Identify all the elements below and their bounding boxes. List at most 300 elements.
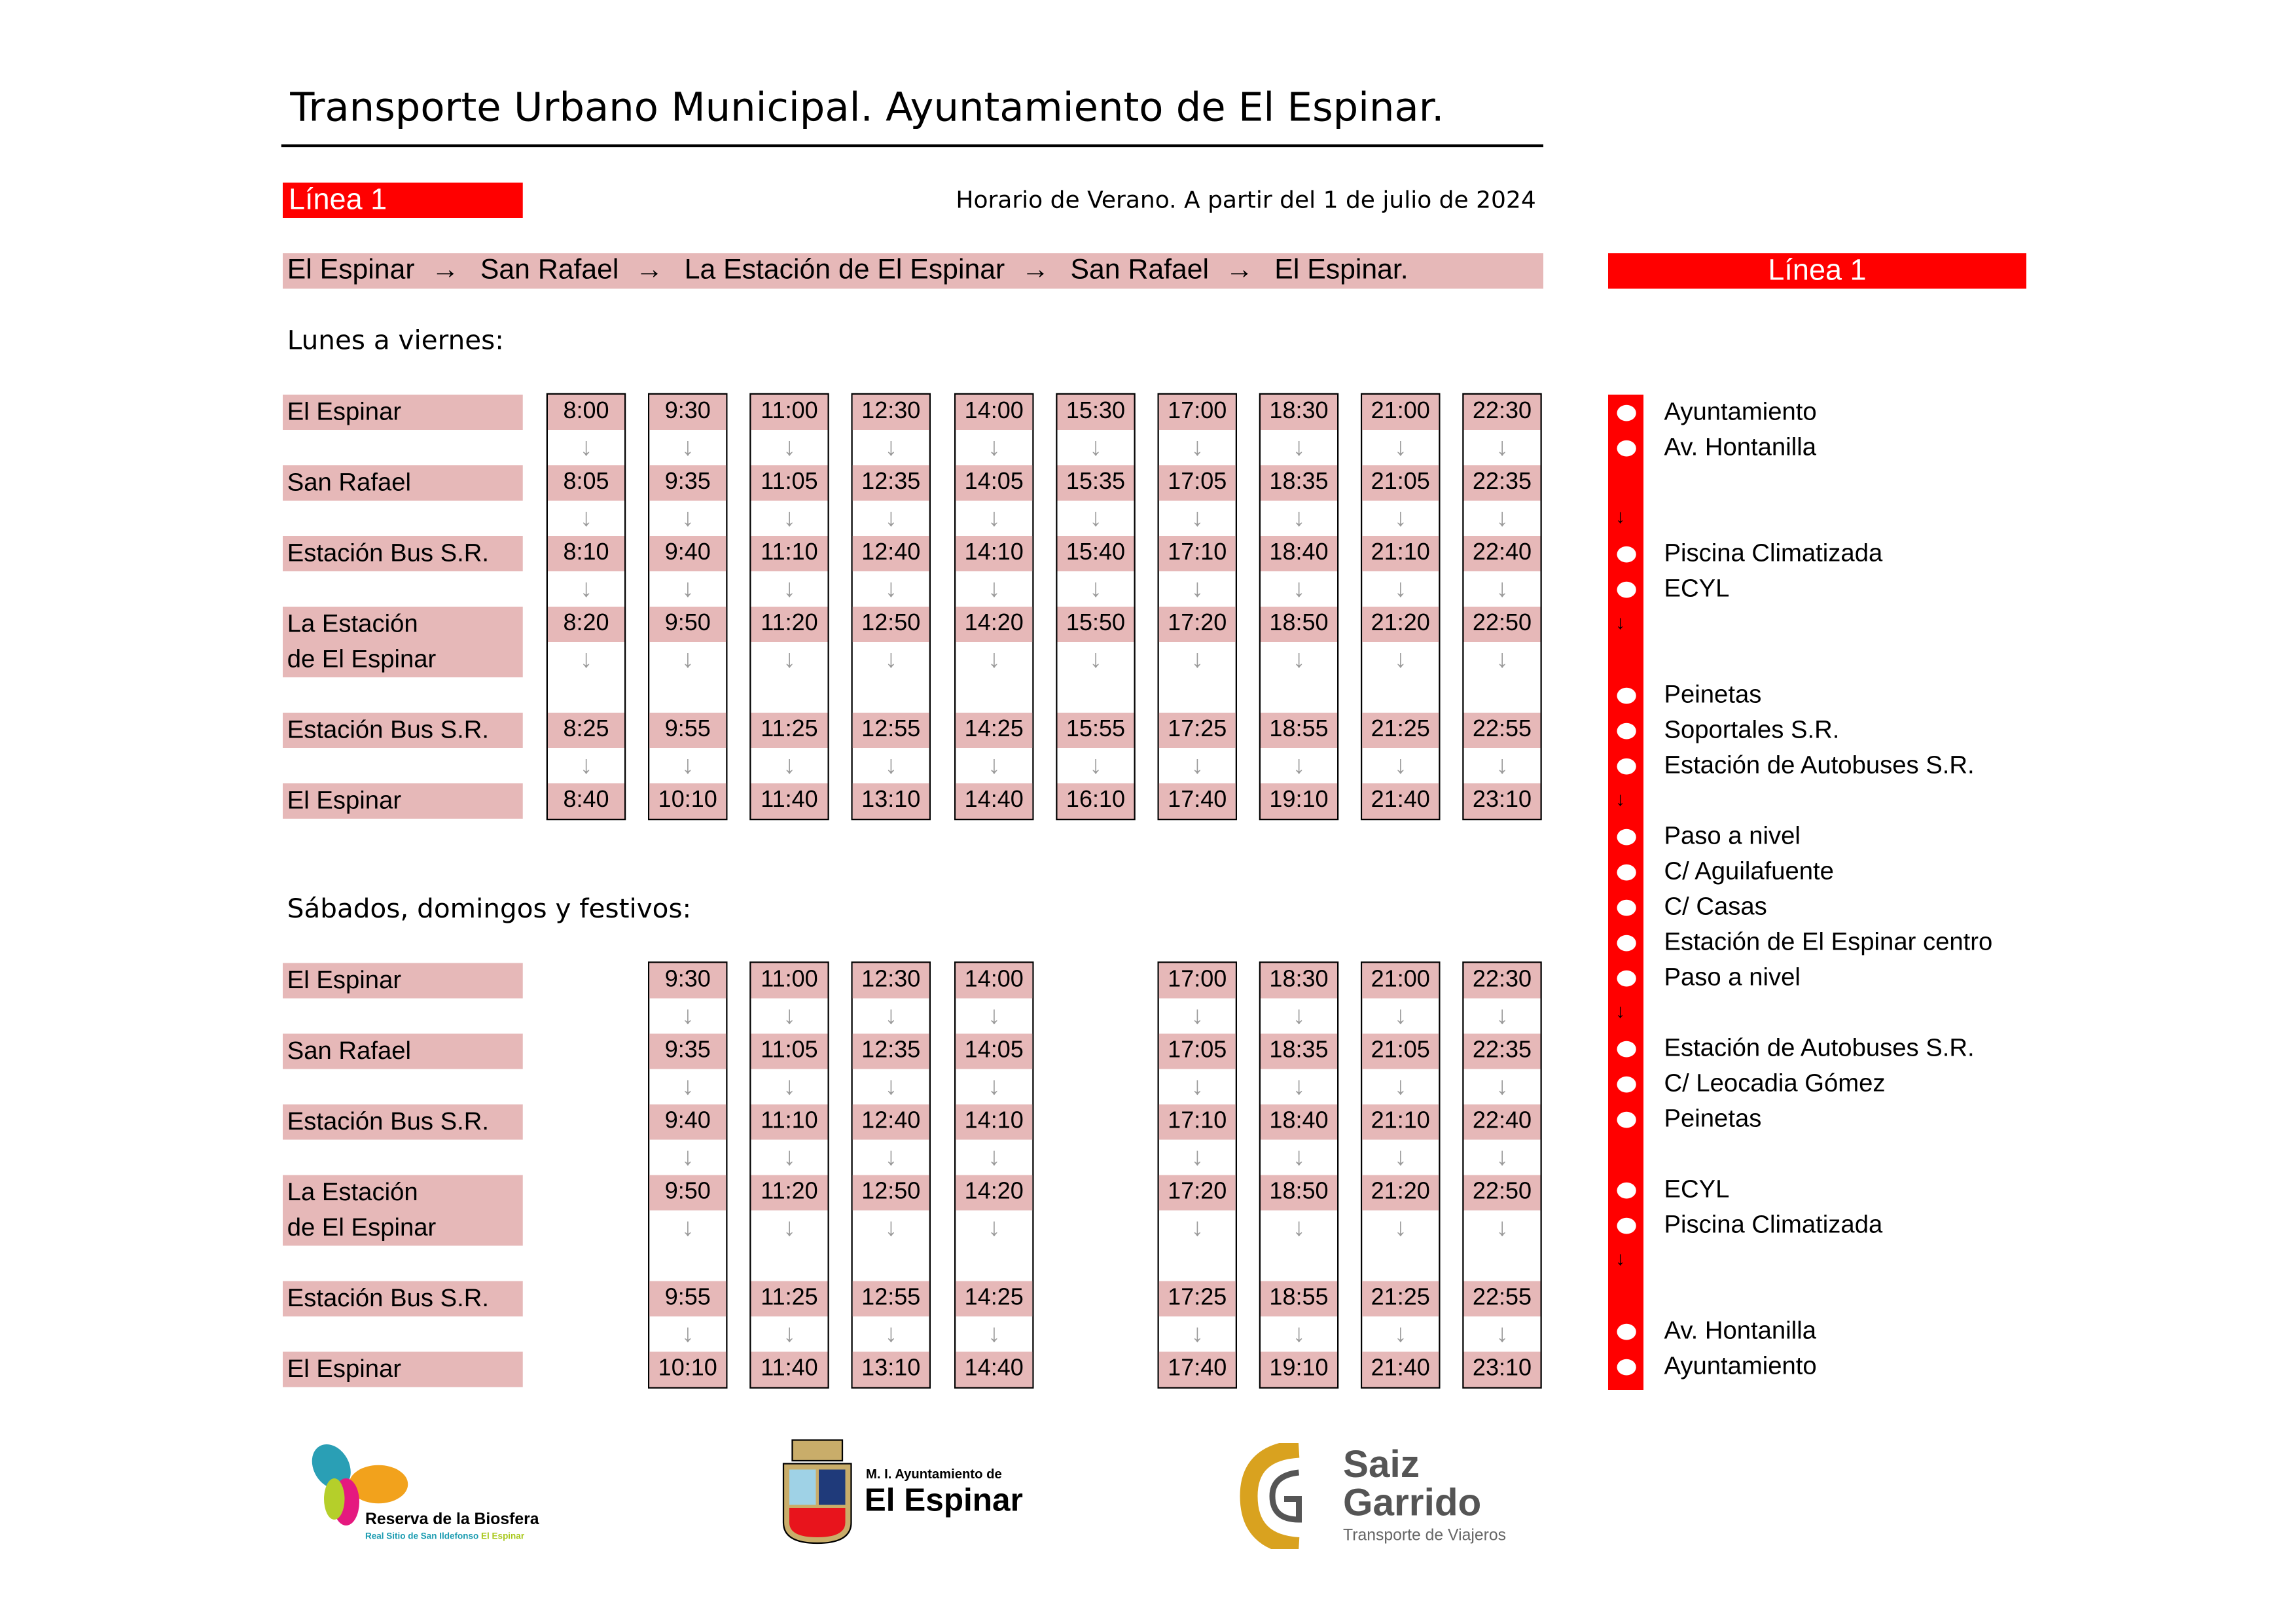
- down-arrow-icon: ↓: [988, 1143, 1001, 1171]
- time-cell: 15:35: [1058, 465, 1134, 501]
- down-arrow-icon: ↓: [1496, 433, 1509, 461]
- time-cell: 17:05: [1159, 1034, 1236, 1069]
- time-cell: 8:00: [548, 395, 624, 430]
- down-arrow-icon: ↓: [1089, 751, 1102, 779]
- stop-label-text: Estación Bus S.R.: [287, 1107, 490, 1135]
- down-arrow-icon: ↓: [988, 1001, 1001, 1029]
- time-cell: 12:35: [853, 1034, 929, 1069]
- departure-column: [1361, 961, 1441, 1389]
- down-arrow-icon: ↓: [783, 574, 796, 603]
- stop-label: [283, 607, 523, 677]
- time-cell: 21:20: [1362, 1175, 1439, 1211]
- departure-column: [547, 393, 626, 821]
- down-arrow-icon: ↓: [1496, 1072, 1509, 1100]
- down-arrow-icon: ↓: [1394, 1143, 1407, 1171]
- down-arrow-icon: ↓: [1496, 1001, 1509, 1029]
- down-arrow-icon: ↓: [681, 1072, 694, 1100]
- down-arrow-icon: ↓: [988, 574, 1001, 603]
- time-cell: 12:50: [853, 1175, 929, 1211]
- down-arrow-icon: ↓: [681, 1213, 694, 1241]
- time-cell: 14:05: [956, 1034, 1032, 1069]
- time-cell: 12:35: [853, 465, 929, 501]
- time-cell: 18:55: [1261, 713, 1337, 748]
- down-arrow-icon: ↓: [1191, 1072, 1204, 1100]
- time-cell: 8:40: [548, 783, 624, 819]
- down-arrow-icon: ↓: [1496, 645, 1509, 673]
- down-arrow-icon: ↓: [1191, 433, 1204, 461]
- stop-dot-icon: [1617, 865, 1636, 881]
- down-arrow-icon: ↓: [1496, 751, 1509, 779]
- down-arrow-icon: ↓: [579, 503, 593, 532]
- season-note: Horario de Verano. A partir del 1 de julio de 2024: [956, 185, 1536, 214]
- line-stop-name: Ayuntamiento: [1664, 1351, 1817, 1380]
- time-cell: 12:55: [853, 713, 929, 748]
- time-cell: 12:30: [853, 395, 929, 430]
- operator-logo-tagline: Transporte de Viajeros: [1343, 1527, 1507, 1545]
- down-arrow-icon: ↓: [783, 1001, 796, 1029]
- time-cell: 21:10: [1362, 1105, 1439, 1140]
- stop-label-text: La Estación: [287, 1178, 418, 1206]
- time-cell: 17:40: [1159, 1352, 1236, 1387]
- down-arrow-icon: ↓: [1089, 574, 1102, 603]
- line-stop-name: Soportales S.R.: [1664, 715, 1840, 744]
- time-cell: 9:55: [649, 1281, 726, 1317]
- down-arrow-icon: ↓: [579, 433, 593, 461]
- stop-dot-icon: [1617, 900, 1636, 916]
- biosphere-logo-text: Reserva de la Biosfera: [365, 1510, 539, 1529]
- down-arrow-icon: ↓: [988, 503, 1001, 532]
- route-stop: La Estación de El Espinar: [684, 255, 1005, 286]
- down-arrow-icon: ↓: [1394, 1001, 1407, 1029]
- down-arrow-icon: ↓: [1089, 433, 1102, 461]
- down-arrow-icon: ↓: [1191, 751, 1204, 779]
- time-cell: 11:40: [751, 1352, 828, 1387]
- down-arrow-icon: ↓: [884, 1001, 897, 1029]
- departure-column: [1158, 393, 1238, 821]
- stop-label: [283, 465, 523, 501]
- time-cell: 9:30: [649, 963, 726, 999]
- route-stop: El Espinar.: [1274, 255, 1408, 286]
- down-arrow-icon: ↓: [1191, 574, 1204, 603]
- down-arrow-icon: ↓: [681, 751, 694, 779]
- down-arrow-icon: ↓: [783, 1319, 796, 1347]
- stop-dot-icon: [1617, 1183, 1636, 1199]
- weekend-heading: Sábados, domingos y festivos:: [287, 893, 692, 925]
- weekday-heading: Lunes a viernes:: [287, 325, 504, 357]
- time-cell: 8:10: [548, 536, 624, 571]
- biosphere-logo-subtext: Real Sitio de San Ildefonso: [365, 1533, 479, 1542]
- stop-dot-icon: [1617, 1359, 1636, 1376]
- stop-label-text: San Rafael: [287, 468, 412, 497]
- time-cell: 8:25: [548, 713, 624, 748]
- time-cell: 17:10: [1159, 1105, 1236, 1140]
- time-cell: 18:55: [1261, 1281, 1337, 1317]
- down-arrow-icon: ↓: [681, 433, 694, 461]
- stop-label-text: El Espinar: [287, 786, 402, 815]
- time-cell: 13:10: [853, 1352, 929, 1387]
- down-arrow-icon: ↓: [1292, 1001, 1306, 1029]
- time-cell: 9:50: [649, 1175, 726, 1211]
- down-arrow-icon: ↓: [681, 1319, 694, 1347]
- departure-column: [749, 961, 829, 1389]
- down-arrow-icon: ↓: [681, 1143, 694, 1171]
- down-arrow-icon: ↓: [1615, 999, 1625, 1022]
- operator-logo: [1240, 1443, 1542, 1554]
- down-arrow-icon: ↓: [579, 751, 593, 779]
- time-cell: 11:10: [751, 536, 828, 571]
- down-arrow-icon: ↓: [884, 1319, 897, 1347]
- stop-dot-icon: [1617, 829, 1636, 846]
- line-stop-name: ECYL: [1664, 574, 1730, 603]
- stop-dot-icon: [1617, 1041, 1636, 1058]
- time-cell: 18:35: [1261, 1034, 1337, 1069]
- time-cell: 21:10: [1362, 536, 1439, 571]
- line-stop-name: Peinetas: [1664, 1104, 1762, 1133]
- stop-dot-icon: [1617, 1112, 1636, 1128]
- line-stop-name: C/ Leocadia Gómez: [1664, 1069, 1886, 1097]
- stop-dot-icon: [1617, 688, 1636, 704]
- time-cell: 18:35: [1261, 465, 1337, 501]
- time-cell: 21:25: [1362, 713, 1439, 748]
- stop-dot-icon: [1617, 971, 1636, 987]
- time-cell: 22:40: [1464, 536, 1541, 571]
- line-stop-name: Piscina Climatizada: [1664, 539, 1883, 567]
- down-arrow-icon: ↓: [988, 433, 1001, 461]
- page-title: Transporte Urbano Municipal. Ayuntamiento de El Espinar.: [290, 85, 1444, 132]
- council-logo-text: M. I. Ayuntamiento de: [866, 1467, 1002, 1482]
- stop-dot-icon: [1617, 1324, 1636, 1340]
- time-cell: 22:50: [1464, 1175, 1541, 1211]
- down-arrow-icon: ↓: [1615, 611, 1625, 633]
- down-arrow-icon: ↓: [1292, 1143, 1306, 1171]
- down-arrow-icon: ↓: [1496, 1143, 1509, 1171]
- stop-label-text: Estación Bus S.R.: [287, 539, 490, 567]
- stop-dot-icon: [1617, 723, 1636, 740]
- time-cell: 19:10: [1261, 1352, 1337, 1387]
- time-cell: 14:20: [956, 1175, 1032, 1211]
- line-stop-name: Estación de Autobuses S.R.: [1664, 751, 1975, 779]
- time-cell: 22:35: [1464, 1034, 1541, 1069]
- time-cell: 21:05: [1362, 1034, 1439, 1069]
- route-stop: San Rafael: [480, 255, 619, 286]
- down-arrow-icon: ↓: [1292, 645, 1306, 673]
- time-cell: 17:05: [1159, 465, 1236, 501]
- down-arrow-icon: ↓: [884, 751, 897, 779]
- down-arrow-icon: ↓: [884, 645, 897, 673]
- down-arrow-icon: ↓: [1191, 1213, 1204, 1241]
- down-arrow-icon: ↓: [1394, 1213, 1407, 1241]
- operator-logo-name2: Garrido: [1343, 1480, 1482, 1524]
- stop-label-text: Estación Bus S.R.: [287, 715, 490, 744]
- down-arrow-icon: ↓: [1394, 574, 1407, 603]
- down-arrow-icon: ↓: [1615, 787, 1625, 810]
- time-cell: 9:50: [649, 607, 726, 642]
- time-cell: 14:10: [956, 536, 1032, 571]
- route-arrow-icon: →: [627, 255, 672, 286]
- time-cell: 11:00: [751, 963, 828, 999]
- time-cell: 14:05: [956, 465, 1032, 501]
- down-arrow-icon: ↓: [783, 433, 796, 461]
- down-arrow-icon: ↓: [1496, 574, 1509, 603]
- stop-dot-icon: [1617, 1077, 1636, 1093]
- down-arrow-icon: ↓: [884, 1072, 897, 1100]
- time-cell: 12:40: [853, 536, 929, 571]
- stop-label: [283, 395, 523, 430]
- time-cell: 18:50: [1261, 1175, 1337, 1211]
- time-cell: 21:00: [1362, 963, 1439, 999]
- route-arrow-icon: →: [423, 255, 467, 286]
- line-stop-name: ECYL: [1664, 1175, 1730, 1204]
- down-arrow-icon: ↓: [1615, 505, 1625, 527]
- down-arrow-icon: ↓: [579, 574, 593, 603]
- time-cell: 17:25: [1159, 713, 1236, 748]
- down-arrow-icon: ↓: [1394, 433, 1407, 461]
- down-arrow-icon: ↓: [884, 433, 897, 461]
- time-cell: 16:10: [1058, 783, 1134, 819]
- departure-column: [648, 393, 728, 821]
- time-cell: 8:05: [548, 465, 624, 501]
- time-cell: 11:05: [751, 465, 828, 501]
- time-cell: 15:30: [1058, 395, 1134, 430]
- line-strip: [1608, 395, 1643, 1390]
- time-cell: 15:40: [1058, 536, 1134, 571]
- line-stop-name: C/ Casas: [1664, 892, 1767, 921]
- line-stop-name: Ayuntamiento: [1664, 397, 1817, 426]
- line-stop-name: Av. Hontanilla: [1664, 1316, 1816, 1345]
- stop-dot-icon: [1617, 758, 1636, 775]
- down-arrow-icon: ↓: [783, 1213, 796, 1241]
- time-cell: 17:00: [1159, 963, 1236, 999]
- time-cell: 17:20: [1159, 607, 1236, 642]
- stop-label: [283, 1034, 523, 1069]
- down-arrow-icon: ↓: [1394, 1072, 1407, 1100]
- line-stop-name: Paso a nivel: [1664, 963, 1801, 991]
- time-cell: 12:40: [853, 1105, 929, 1140]
- time-cell: 12:55: [853, 1281, 929, 1317]
- time-cell: 21:40: [1362, 783, 1439, 819]
- down-arrow-icon: ↓: [1292, 1213, 1306, 1241]
- stop-label: [283, 1281, 523, 1317]
- departure-column: [1361, 393, 1441, 821]
- down-arrow-icon: ↓: [681, 645, 694, 673]
- down-arrow-icon: ↓: [1191, 1143, 1204, 1171]
- stop-dot-icon: [1617, 546, 1636, 563]
- down-arrow-icon: ↓: [1496, 1213, 1509, 1241]
- time-cell: 11:00: [751, 395, 828, 430]
- time-cell: 14:00: [956, 963, 1032, 999]
- time-cell: 12:30: [853, 963, 929, 999]
- time-cell: 21:25: [1362, 1281, 1439, 1317]
- time-cell: 17:20: [1159, 1175, 1236, 1211]
- time-cell: 11:20: [751, 607, 828, 642]
- stop-label: [283, 1105, 523, 1140]
- time-cell: 14:40: [956, 783, 1032, 819]
- time-cell: 10:10: [649, 783, 726, 819]
- time-cell: 22:50: [1464, 607, 1541, 642]
- time-cell: 11:05: [751, 1034, 828, 1069]
- time-cell: 18:50: [1261, 607, 1337, 642]
- time-cell: 22:30: [1464, 395, 1541, 430]
- time-cell: 21:40: [1362, 1352, 1439, 1387]
- departure-column: [1259, 393, 1339, 821]
- down-arrow-icon: ↓: [783, 1143, 796, 1171]
- time-cell: 10:10: [649, 1352, 726, 1387]
- operator-g-icon: [1240, 1443, 1335, 1549]
- time-cell: 22:55: [1464, 713, 1541, 748]
- time-cell: 19:10: [1261, 783, 1337, 819]
- line-map-title: Línea 1: [1608, 253, 2026, 289]
- time-cell: 14:10: [956, 1105, 1032, 1140]
- route-arrow-icon: →: [1013, 255, 1058, 286]
- time-cell: 22:30: [1464, 963, 1541, 999]
- departure-column: [1158, 961, 1238, 1389]
- down-arrow-icon: ↓: [1496, 1319, 1509, 1347]
- council-logo: [778, 1437, 1035, 1548]
- down-arrow-icon: ↓: [783, 1072, 796, 1100]
- departure-column: [1259, 961, 1339, 1389]
- time-cell: 22:35: [1464, 465, 1541, 501]
- time-cell: 11:25: [751, 1281, 828, 1317]
- down-arrow-icon: ↓: [783, 645, 796, 673]
- time-cell: 22:40: [1464, 1105, 1541, 1140]
- time-cell: 13:10: [853, 783, 929, 819]
- time-cell: 17:40: [1159, 783, 1236, 819]
- time-cell: 14:25: [956, 713, 1032, 748]
- time-cell: 14:40: [956, 1352, 1032, 1387]
- stop-label: [283, 536, 523, 571]
- departure-column: [954, 961, 1034, 1389]
- time-cell: 18:40: [1261, 536, 1337, 571]
- line-stop-name: Estación de El Espinar centro: [1664, 927, 1993, 956]
- line-stop-name: Piscina Climatizada: [1664, 1210, 1883, 1239]
- time-cell: 21:05: [1362, 465, 1439, 501]
- down-arrow-icon: ↓: [681, 1001, 694, 1029]
- time-cell: 17:00: [1159, 395, 1236, 430]
- down-arrow-icon: ↓: [884, 574, 897, 603]
- time-cell: 17:25: [1159, 1281, 1236, 1317]
- down-arrow-icon: ↓: [783, 751, 796, 779]
- down-arrow-icon: ↓: [1394, 645, 1407, 673]
- time-cell: 11:25: [751, 713, 828, 748]
- down-arrow-icon: ↓: [988, 1072, 1001, 1100]
- time-cell: 14:25: [956, 1281, 1032, 1317]
- departure-column: [852, 393, 931, 821]
- departure-column: [1056, 393, 1136, 821]
- time-cell: 18:30: [1261, 963, 1337, 999]
- time-cell: 15:50: [1058, 607, 1134, 642]
- time-cell: 22:55: [1464, 1281, 1541, 1317]
- stop-label-text: El Espinar: [287, 1355, 402, 1383]
- time-cell: 9:55: [649, 713, 726, 748]
- stop-label: [283, 713, 523, 748]
- stop-dot-icon: [1617, 440, 1636, 457]
- down-arrow-icon: ↓: [1292, 503, 1306, 532]
- stop-label: [283, 963, 523, 999]
- time-cell: 11:40: [751, 783, 828, 819]
- time-cell: 23:10: [1464, 783, 1541, 819]
- stop-dot-icon: [1617, 582, 1636, 598]
- departure-column: [954, 393, 1034, 821]
- coat-of-arms-icon: [778, 1437, 857, 1546]
- down-arrow-icon: ↓: [988, 1319, 1001, 1347]
- time-cell: 9:35: [649, 1034, 726, 1069]
- down-arrow-icon: ↓: [1191, 503, 1204, 532]
- title-underline: [281, 145, 1543, 147]
- time-cell: 21:20: [1362, 607, 1439, 642]
- stop-dot-icon: [1617, 1218, 1636, 1234]
- down-arrow-icon: ↓: [1089, 645, 1102, 673]
- stop-label: [283, 1175, 523, 1246]
- down-arrow-icon: ↓: [1394, 503, 1407, 532]
- time-cell: 15:55: [1058, 713, 1134, 748]
- down-arrow-icon: ↓: [1292, 433, 1306, 461]
- stop-dot-icon: [1617, 935, 1636, 952]
- time-cell: 9:35: [649, 465, 726, 501]
- time-cell: 11:10: [751, 1105, 828, 1140]
- route-stop: San Rafael: [1070, 255, 1210, 286]
- down-arrow-icon: ↓: [1191, 1319, 1204, 1347]
- down-arrow-icon: ↓: [988, 751, 1001, 779]
- stop-dot-icon: [1617, 405, 1636, 421]
- stop-label-text: Estación Bus S.R.: [287, 1284, 490, 1312]
- route-arrow-icon: →: [1217, 255, 1262, 286]
- down-arrow-icon: ↓: [1089, 503, 1102, 532]
- down-arrow-icon: ↓: [1394, 751, 1407, 779]
- time-cell: 9:40: [649, 536, 726, 571]
- time-cell: 8:20: [548, 607, 624, 642]
- down-arrow-icon: ↓: [1191, 645, 1204, 673]
- time-cell: 14:00: [956, 395, 1032, 430]
- down-arrow-icon: ↓: [884, 1213, 897, 1241]
- operator-logo-name1: Saiz: [1343, 1441, 1420, 1486]
- departure-column: [1462, 393, 1542, 821]
- down-arrow-icon: ↓: [1191, 1001, 1204, 1029]
- down-arrow-icon: ↓: [988, 645, 1001, 673]
- down-arrow-icon: ↓: [988, 1213, 1001, 1241]
- down-arrow-icon: ↓: [1496, 503, 1509, 532]
- time-cell: 18:40: [1261, 1105, 1337, 1140]
- stop-label: [283, 1352, 523, 1387]
- time-cell: 12:50: [853, 607, 929, 642]
- time-cell: 11:20: [751, 1175, 828, 1211]
- route-stop: El Espinar: [287, 255, 415, 286]
- biosphere-logo: [302, 1440, 567, 1551]
- departure-column: [648, 961, 728, 1389]
- down-arrow-icon: ↓: [1292, 1319, 1306, 1347]
- time-cell: 21:00: [1362, 395, 1439, 430]
- down-arrow-icon: ↓: [1292, 1072, 1306, 1100]
- down-arrow-icon: ↓: [579, 645, 593, 673]
- council-logo-name: El Espinar: [864, 1481, 1023, 1518]
- stop-label: [283, 783, 523, 819]
- stop-label-text: de El Espinar: [287, 1213, 437, 1241]
- line-stop-name: Paso a nivel: [1664, 821, 1801, 850]
- line-stop-name: Av. Hontanilla: [1664, 433, 1816, 461]
- departure-column: [749, 393, 829, 821]
- stop-label-text: El Espinar: [287, 397, 402, 426]
- line-stop-name: Peinetas: [1664, 680, 1762, 709]
- down-arrow-icon: ↓: [681, 574, 694, 603]
- line-stop-name: Estación de Autobuses S.R.: [1664, 1033, 1975, 1062]
- departure-column: [1462, 961, 1542, 1389]
- time-cell: 23:10: [1464, 1352, 1541, 1387]
- biosphere-logo-subtext-place: El Espinar: [481, 1533, 525, 1542]
- down-arrow-icon: ↓: [884, 503, 897, 532]
- stop-label-text: La Estación: [287, 609, 418, 638]
- time-cell: 14:20: [956, 607, 1032, 642]
- line-stop-name: C/ Aguilafuente: [1664, 857, 1834, 885]
- down-arrow-icon: ↓: [1615, 1247, 1625, 1270]
